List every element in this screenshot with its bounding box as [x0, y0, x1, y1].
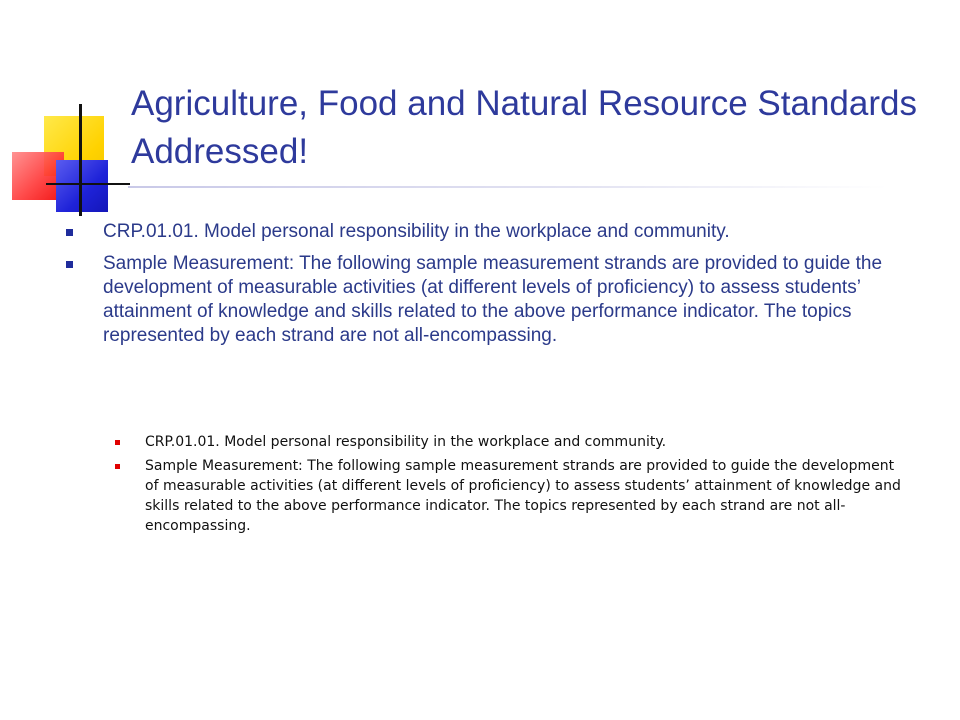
square-bullet-icon	[66, 261, 73, 268]
square-bullet-icon	[115, 464, 120, 469]
corner-logo-graphic	[0, 0, 140, 230]
list-item	[112, 432, 902, 452]
bullet-list-level1	[64, 220, 934, 356]
square-bullet-icon	[115, 440, 120, 445]
list-item-text: Sample Measurement: The following sample measurement strands are provided to guide the development of measurable activities (at different levels of proficiency) to assess students’ attainment of knowledge and skills related to the above performance indicator. The topics represented by each strand are not all-encompassing.	[145, 458, 901, 534]
list-item	[64, 220, 934, 244]
bullet-list-level2	[112, 432, 902, 540]
list-item-text: Sample Measurement: The following sample measurement strands are provided to guide the development of measurable activities (at different levels of proficiency) to assess students’ attainment of knowledge and skills related to the above performance indicator. The topics represented by each strand are not all-encompassing.	[103, 253, 883, 346]
list-item	[112, 456, 902, 536]
vertical-line-decoration	[79, 104, 82, 216]
horizontal-line-decoration	[46, 183, 130, 185]
list-item	[64, 252, 934, 348]
slide-title: Agriculture, Food and Natural Resource Standards Addressed!	[131, 84, 917, 171]
blue-square-decoration	[56, 160, 108, 212]
list-item-text: CRP.01.01. Model personal responsibility in the workplace and community.	[145, 434, 667, 450]
square-bullet-icon	[66, 229, 73, 236]
title-underline	[128, 186, 888, 188]
list-item-text: CRP.01.01. Model personal responsibility in the workplace and community.	[103, 221, 730, 242]
